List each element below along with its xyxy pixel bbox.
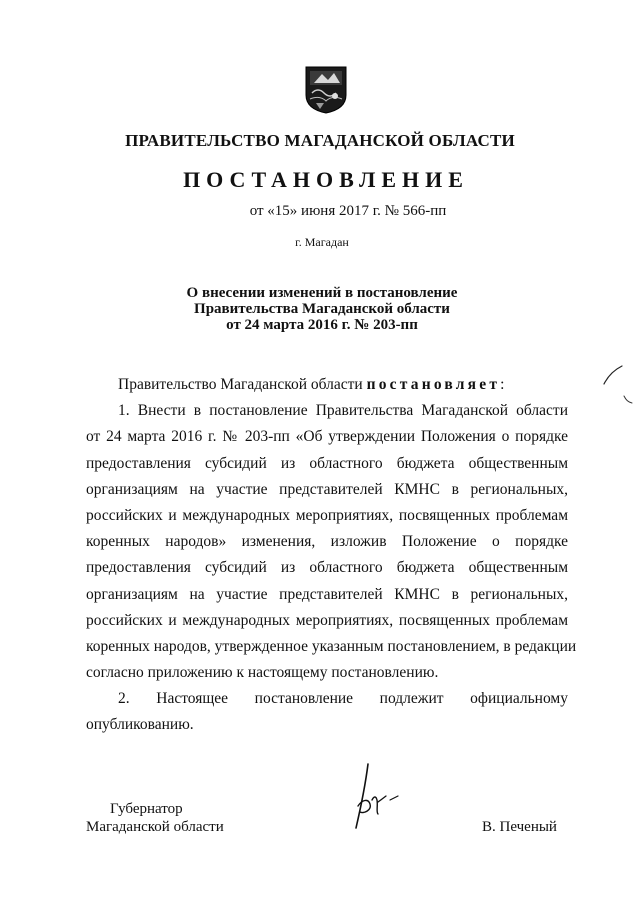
government-title: ПРАВИТЕЛЬСТВО МАГАДАНСКОЙ ОБЛАСТИ [125,131,515,150]
signatory-position-line: Губернатор [110,801,183,817]
paragraph-line: 1. Внести в постановление Правительства Магаданской области [118,402,568,420]
margin-mark [622,394,634,406]
paragraph-line: предоставления субсидий из областного бюджета общественным [86,454,568,472]
signatory-position [86,800,224,836]
signatory-name: В. Печеный [482,819,557,835]
paragraph-line: российских и международных мероприятиях, посвященных проблемам [86,611,568,629]
document-subject [2,285,640,333]
paragraph-line: организациям на участие представителей КМНС в региональных, [86,585,568,603]
paragraph-line: коренных народов, утвержденное указанным постановлением, в редакции [86,637,577,655]
paragraph-line: 2. Настоящее постановление подлежит официальному [118,690,568,708]
document-place: г. Магадан [295,235,349,249]
paragraph-line: российских и международных мероприятиях, посвященных проблемам [86,506,568,524]
margin-mark [600,364,624,386]
intro-line [86,372,568,398]
paragraph-line: коренных народов» изменения, изложив Положение о порядке [86,533,568,551]
coat-of-arms-emblem [304,65,348,115]
intro-verb: постановляет [366,376,501,393]
handwritten-signature [348,762,404,832]
paragraph-line: организациям на участие представителей КМНС в региональных, [86,480,568,498]
signatory-position-line: Магаданской области [86,819,224,835]
paragraph-line: от 24 марта 2016 г. № 203-пп «Об утверждении Положения о порядке [86,428,568,446]
document-date-number: от «15» июня 2017 г. № 566-пп [249,203,447,219]
intro-colon: : [500,376,505,393]
paragraph-line: согласно приложению к настоящему постановлению. [86,664,439,682]
subject-line: О внесении изменений в постановление [186,285,458,301]
paragraph-line: предоставления субсидий из областного бюджета общественным [86,559,568,577]
paragraph-line: опубликованию. [86,716,194,734]
subject-line: Правительства Магаданской области [194,301,450,317]
intro-prefix: Правительство Магаданской области [118,376,363,393]
subject-line: от 24 марта 2016 г. № 203-пп [226,317,418,333]
document-type-title: ПОСТАНОВЛЕНИЕ [183,167,469,192]
document-body [86,372,577,739]
